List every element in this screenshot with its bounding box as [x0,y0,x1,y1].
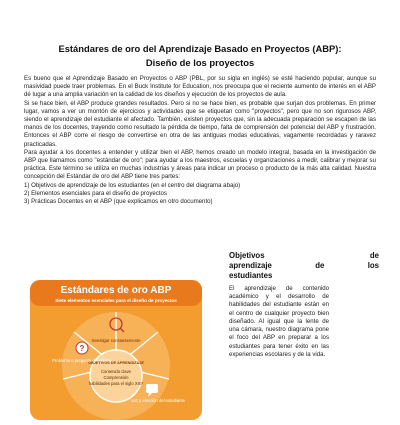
title-line-1: Estándares de oro del Aprendizaje Basado en Proyectos (ABP): [58,43,342,54]
side-title-line: aprendizaje de los [229,261,379,271]
gold-standard-diagram [30,280,202,403]
paragraph: Si se hace bien, el ABP produce grandes resultados. Pero si no se hace bien, es probable que surjan dos problemas. En primer lugar, vamos a ver un montón de ejercicios y actividades que se etiquetan como "proyectos", pero que no son rigurosos ABP, siendo el aprendizaje del estudiante el afectado. También, existen proyectos que, sin la adecuada preparación se escapen de las manos de los docentes, trayendo como resultado la pérdida de tiempo, falta de comprensión del potencial del ABP y frustración. Entonces el ABP corre el riesgo de convertirse en otra de las antiguas modas educativas, vagamente recordadas y raravez practicadas. [24,99,376,148]
title-line-2: Diseño de los proyectos [145,57,255,68]
side-text: El aprendizaje de contenido académico y el desarrollo de habilidades del estudiante están en el centro de cualquier proyecto bien diseñado. Al igual que la lente de una cámara, nuestro diagrama pone el foco del ABP en preparar a los estudiantes para tener éxito en las experiencias escolares y de la vida. [229,284,329,358]
side-column [229,251,379,359]
speech-icon [146,384,158,393]
center-line: habilidades para el siglo XXI* [88,381,144,386]
document-title [24,42,376,70]
side-title [229,251,379,282]
paragraph: Es bueno que el Aprendizaje Basado en Proyectos o ABP (PBL, por su sigla en inglés) se esté haciendo popular, aunque su masividad puede traer problemas. En el Buck Institute for Education, nos preocupa que el reciente aumento de interés en el ABP dé lugar a una amplia variación en la calidad de los diseños y ejecución de los proyectos de aula. [24,75,376,99]
diagram-subtitle: Siete elementos esenciales para el diseño de proyectos [55,298,177,303]
icon-challenge [76,342,88,354]
element-label-voice: Voz y elección del estudiante [130,398,186,403]
center-line: Contenido clave [100,369,132,374]
element-label-challenge: Problema o pregunta desafiante [52,358,112,363]
center-title: OBJETIVOS DE APRENDIZAJE [88,361,144,365]
side-title-line: estudiantes [229,271,273,281]
list-item: 3) Prácticas Docentes en el ABP (que explicamos en otro documento) [24,198,213,206]
diagram-title: Estándares de oro ABP [60,285,172,296]
list-item: 1) Objetivos de aprendizaje de los estudiantes (en el centro del diagrama abajo) [24,181,241,189]
list-item: 2) Elementos esenciales para el diseño de proyectos [24,189,167,197]
side-title-line: Objetivos de [229,251,379,260]
center-line: Comprensión [103,375,129,380]
paragraph: Para ayudar a los docentes a entender y utilizar bien el ABP, hemos creado un modelo integral, basada en la investigación de ABP que llamamos como "estándar de oro"; para ayudar a los maestros, escuelas y organizaciones a medir, calibrar y mejorar su práctica. Este término se utiliza en muchas industrias y áreas para indicar un proceso o producto de la más alta calidad. Nuestra concepción del Estándar de oro del ABP tiene tres partes: [24,148,376,181]
diagram-graphic [30,280,202,420]
body-text [24,75,376,206]
element-label-investigate: Investigar constantemente [91,338,141,343]
svg-text:?: ? [79,344,85,353]
